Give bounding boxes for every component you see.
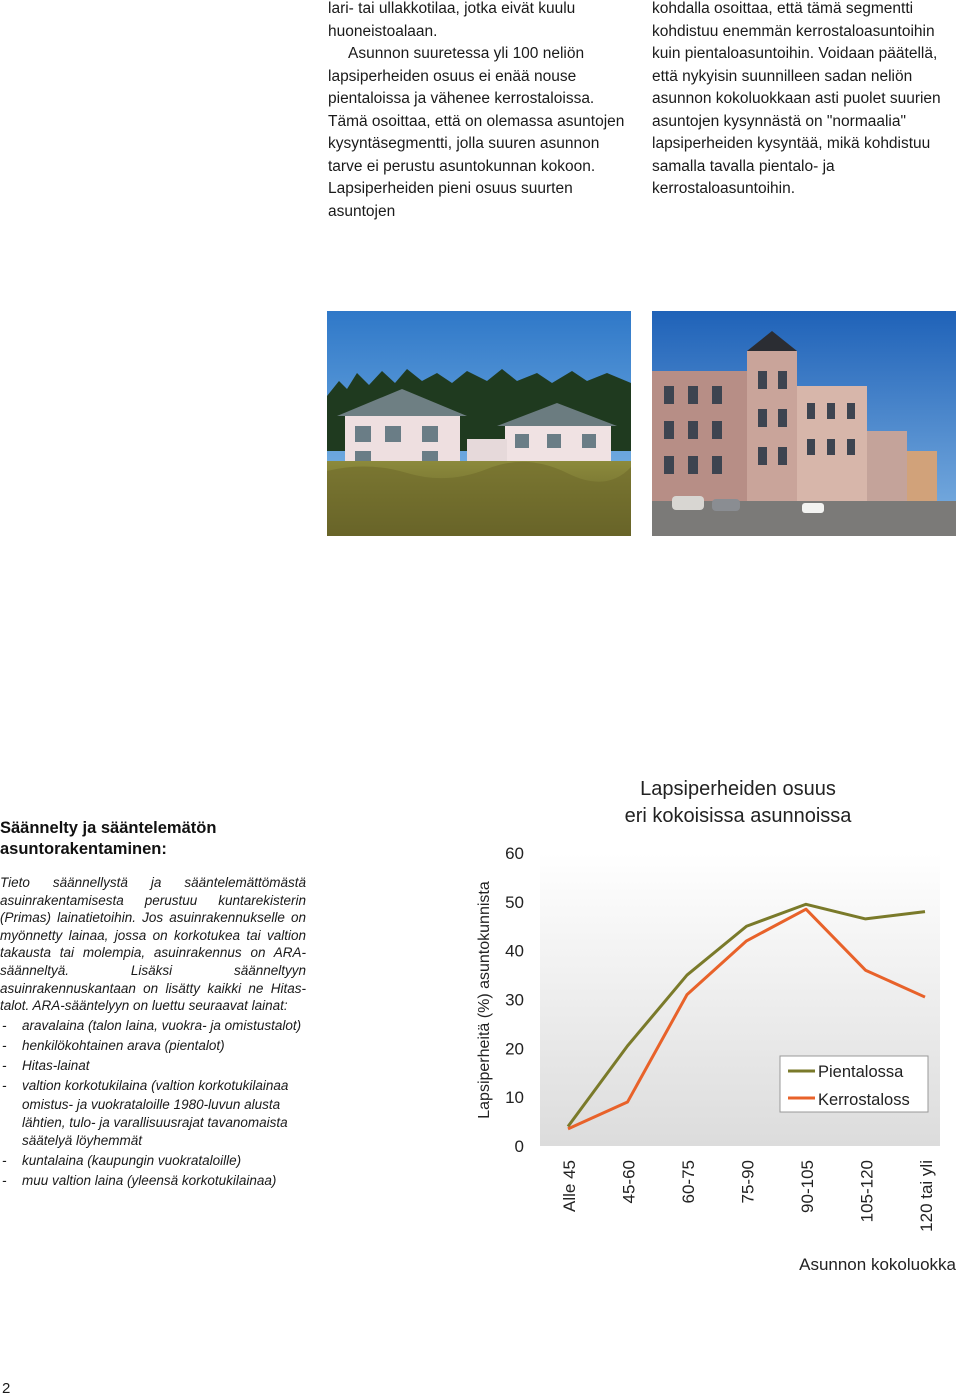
- list-item: - aravalaina (talon laina, vuokra- ja omistustalot): [0, 1017, 306, 1035]
- list-item: - valtion korkotukilaina (valtion korkotukilainaa omistus- ja vuokrataloille 1980-luvun alusta lähtien, tulo- ja varallisuusrajat tavanomaista säätelyä löyhemmät: [0, 1077, 306, 1150]
- x-tick-label: 45-60: [619, 1160, 639, 1204]
- x-axis-label: Asunnon kokoluokka: [799, 1255, 956, 1274]
- body-paragraph-1: lari- tai ullakkotilaa, jotka eivät kuulu huoneistoalaan.: [328, 0, 576, 40]
- list-item: - henkilökohtainen arava (pientalot): [0, 1037, 306, 1055]
- legend-label-pientalossa: Pientalossa: [818, 1063, 904, 1081]
- y-tick-label: 0: [514, 1137, 524, 1156]
- building-photo: [652, 311, 956, 536]
- y-tick-label: 30: [505, 990, 524, 1010]
- y-tick-label: 40: [505, 941, 524, 961]
- x-tick-label: 75-90: [738, 1160, 758, 1204]
- chart-title-line-2: eri kokoisissa asunnoissa: [624, 805, 852, 827]
- y-tick-label: 50: [505, 892, 524, 912]
- chart-legend: [780, 1056, 928, 1112]
- x-tick-label: 105-120: [857, 1160, 877, 1223]
- chart-title-line-1: Lapsiperheiden osuus: [640, 778, 836, 800]
- sidebar-title: Säännelty ja sääntelemätön asuntorakentaminen:: [0, 819, 217, 858]
- y-axis-label: Lapsiperheitä (%) asuntokunnista: [476, 881, 493, 1119]
- list-item: - muu valtion laina (yleensä korkotukilainaa): [0, 1172, 306, 1190]
- x-tick-label: 90-105: [798, 1160, 817, 1213]
- x-tick-label: 60-75: [679, 1160, 698, 1204]
- legend-label-kerrostaloss: Kerrostaloss: [818, 1091, 910, 1109]
- houses-photo: [327, 311, 631, 536]
- body-text-right-column: [652, 0, 957, 201]
- y-tick-label: 20: [505, 1039, 524, 1059]
- loan-types-list: [0, 1017, 306, 1191]
- y-tick-label: 10: [505, 1088, 524, 1108]
- body-paragraph-2: Asunnon suuretessa yli 100 neliön lapsiperheiden osuus ei enää nouse pientaloissa ja vähenee kerrostaloissa. Tämä osoittaa, että on olemassa asuntojen kysyntäsegmentti, jolla suuren asunnon tarve ei perustu asuntokunnan kokoon. Lapsiperheiden pieni osuus suurten asuntojen: [328, 45, 625, 220]
- list-item: - Hitas-lainat: [0, 1057, 306, 1075]
- body-paragraph-3: kohdalla osoittaa, että tämä segmentti kohdistuu enemmän kerrostaloasuntoihin kuin pientaloasuntoihin. Voidaan päätellä, että nykyisin suunnilleen sadan neliön asunnon kokoluokkaan asti puolet suurien asuntojen kysynnästä on "normaalia" lapsiperheiden kysyntää, mikä kohdistuu samalla tavalla pientalo- ja kerrostaloasuntoihin.: [652, 0, 941, 197]
- regulation-info-sidebar: [0, 818, 306, 1193]
- page-number: 2: [2, 1380, 11, 1397]
- sidebar-intro: Tieto säännellystä ja sääntelemättömästä asuinrakentamisesta perustuu kuntarekisterin (Primas) lainatietoihin. Jos asuinrakennukselle on myönnetty lainaa, jossa on korkotukea tai valtion takausta tai molempia, asuinrakennus on ARA-säänneltyä. Lisäksi säänneltyyn asuinrakennuskantaan on lisätty kaikki ne Hitas-talot. ARA-sääntelyyn on luettu seuraavat lainat:: [0, 875, 306, 1014]
- x-tick-label: 120 tai yli: [917, 1160, 936, 1232]
- y-tick-label: 60: [505, 844, 524, 863]
- list-item: - kuntalaina (kaupungin vuokrataloille): [0, 1152, 306, 1170]
- x-tick-label: Alle 45: [560, 1160, 579, 1212]
- family-share-line-chart: [460, 770, 960, 1290]
- body-text-left-column: [328, 0, 633, 223]
